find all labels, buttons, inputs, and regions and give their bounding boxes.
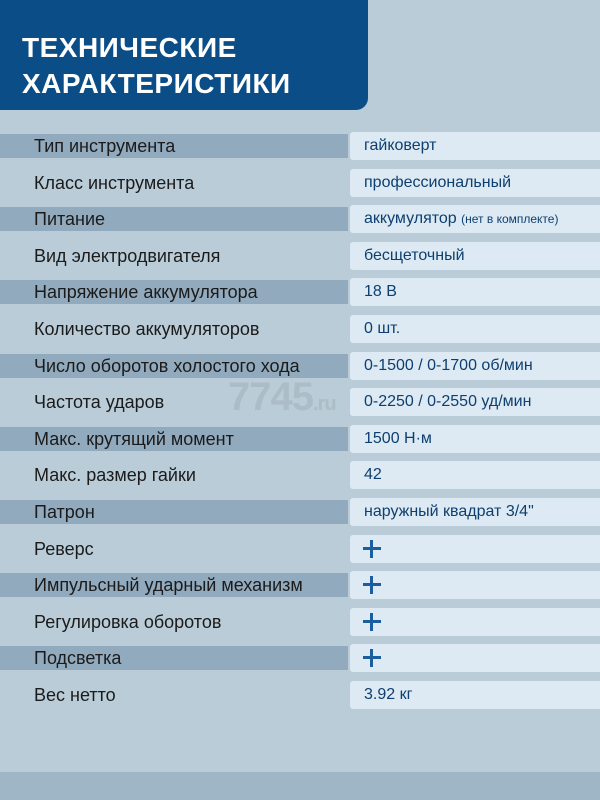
spec-label: Подсветка: [34, 648, 122, 669]
spec-value-box: [350, 169, 600, 197]
spec-value: наружный квадрат 3/4": [364, 502, 534, 520]
spec-value-box: [350, 461, 600, 489]
spec-value: 1500 Н·м: [364, 429, 432, 447]
spec-value-box: [350, 681, 600, 709]
spec-value-box: [350, 352, 600, 380]
spec-value-box: [350, 278, 600, 306]
spec-value: 0-2250 / 0-2550 уд/мин: [364, 393, 532, 411]
spec-label: Число оборотов холостого хода: [34, 355, 300, 376]
spec-note: (нет в комплекте): [461, 212, 559, 227]
spec-row: [0, 604, 600, 641]
spec-value: 0-1500 / 0-1700 об/мин: [364, 356, 533, 374]
spec-value: профессиональный: [364, 173, 512, 191]
spec-label: Тип инструмента: [34, 136, 176, 156]
spec-row: [0, 457, 600, 494]
spec-value: 18 В: [364, 283, 397, 301]
spec-label: Напряжение аккумулятора: [34, 282, 258, 303]
plus-icon: [362, 648, 382, 668]
spec-label: Импульсный ударный механизм: [34, 575, 303, 596]
spec-row: [0, 274, 600, 311]
spec-value-box: [350, 425, 600, 453]
spec-value-box: [350, 315, 600, 343]
footer-strip: [0, 772, 600, 800]
spec-label: Вид электродвигателя: [34, 245, 221, 266]
spec-value-box: [350, 571, 600, 599]
spec-label: Макс. крутящий момент: [34, 428, 234, 449]
spec-value-box: [350, 608, 600, 636]
spec-label: Регулировка оборотов: [34, 611, 222, 632]
spec-value-box: [350, 644, 600, 672]
spec-row: [0, 165, 600, 202]
plus-icon: [362, 575, 382, 595]
page-title: ТЕХНИЧЕСКИЕ ХАРАКТЕРИСТИКИ: [22, 32, 291, 99]
spec-row: [0, 567, 600, 604]
spec-label: Класс инструмента: [34, 172, 195, 193]
spec-row: [0, 494, 600, 531]
spec-row: [0, 128, 600, 165]
spec-value: 0 шт.: [364, 319, 401, 337]
spec-label: Вес нетто: [34, 684, 116, 705]
spec-label: Количество аккумуляторов: [34, 318, 260, 339]
spec-row: [0, 677, 600, 714]
spec-value: гайковерт: [364, 137, 437, 154]
spec-value-box: [350, 242, 600, 270]
spec-row: [0, 238, 600, 275]
plus-icon: [362, 612, 382, 632]
spec-row: [0, 421, 600, 458]
spec-label: Патрон: [34, 501, 95, 522]
watermark-logo: 7745.ru: [228, 375, 336, 419]
spec-row: [0, 201, 600, 238]
header-banner: [0, 0, 368, 110]
spec-value-box: [350, 535, 600, 563]
spec-value-box: [350, 205, 600, 233]
spec-row: [0, 531, 600, 568]
plus-icon: [362, 539, 382, 559]
spec-row: [0, 640, 600, 677]
spec-value: аккумулятор: [364, 210, 457, 228]
spec-value: 42: [364, 466, 382, 484]
spec-value-box: [350, 388, 600, 416]
spec-value-box: [350, 498, 600, 526]
spec-label: Макс. размер гайки: [34, 465, 196, 486]
spec-label: Частота ударов: [34, 392, 165, 413]
spec-row: [0, 311, 600, 348]
spec-value: 3.92 кг: [364, 685, 413, 703]
spec-value-with-note: [364, 205, 558, 233]
spec-table: [0, 128, 600, 714]
spec-label: Реверс: [34, 538, 94, 559]
spec-value: бесщеточный: [364, 246, 465, 264]
spec-value-box: [350, 132, 600, 160]
spec-label: Питание: [34, 209, 106, 230]
